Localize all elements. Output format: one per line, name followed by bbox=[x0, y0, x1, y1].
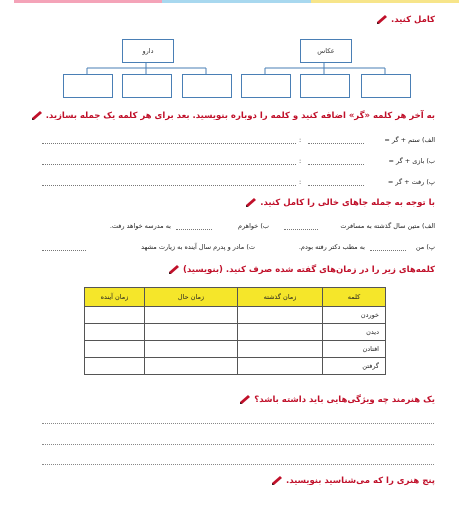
q3-item-p: پ) من bbox=[415, 243, 435, 251]
table-row bbox=[85, 358, 386, 375]
header-present: زمان حال bbox=[145, 288, 238, 307]
q2-sentence-blank[interactable] bbox=[42, 185, 296, 186]
q2-sentence-blank[interactable] bbox=[42, 164, 296, 165]
answer-cell[interactable] bbox=[145, 324, 238, 341]
q2-heading bbox=[31, 111, 435, 121]
answer-line[interactable] bbox=[42, 423, 434, 424]
pencil-icon bbox=[31, 111, 43, 121]
q6-title: پنج هنری را که می‌شناسید بنویسید. bbox=[286, 476, 435, 486]
q2-word-blank[interactable] bbox=[308, 143, 364, 144]
q2-colon: : bbox=[299, 157, 302, 165]
diagram-root-right bbox=[300, 39, 352, 63]
q2-title: به آخر هر کلمه «گر» اضافه کنید و کلمه را دوباره بنویسید. بعد برای هر کلمه یک جمله بسازید. bbox=[45, 111, 435, 121]
q1-title: کامل کنید. bbox=[391, 15, 435, 25]
q3-blank[interactable] bbox=[370, 250, 406, 251]
answer-cell[interactable] bbox=[238, 307, 323, 324]
q3-item-p-tail: به مطب دکتر رفته بودم. bbox=[298, 243, 365, 251]
q3-item-t: ت) مادر و پدرم سال آینده به زیارت مشهد bbox=[141, 243, 255, 251]
q3-blank[interactable] bbox=[176, 229, 212, 230]
q2-word-blank[interactable] bbox=[308, 164, 364, 165]
word-cell: افتادن bbox=[323, 341, 386, 358]
pencil-icon bbox=[239, 395, 251, 405]
q3-heading bbox=[245, 198, 435, 208]
q3-item-b-tail: به مدرسه خواهد رفت. bbox=[109, 222, 171, 230]
answer-cell[interactable] bbox=[238, 341, 323, 358]
tense-table bbox=[84, 287, 386, 375]
q5-heading bbox=[239, 395, 435, 405]
q3-item-a: الف) متین سال گذشته به مسافرت bbox=[340, 222, 435, 230]
pencil-icon bbox=[245, 198, 257, 208]
answer-cell[interactable] bbox=[238, 358, 323, 375]
answer-cell[interactable] bbox=[85, 324, 145, 341]
word-cell: گرفتن bbox=[323, 358, 386, 375]
diagram-blank-box[interactable] bbox=[241, 74, 291, 98]
answer-cell[interactable] bbox=[145, 358, 238, 375]
header-word: کلمه bbox=[323, 288, 386, 307]
answer-line[interactable] bbox=[42, 444, 434, 445]
q2-colon: : bbox=[299, 136, 302, 144]
answer-cell[interactable] bbox=[85, 358, 145, 375]
q2-sentence-blank[interactable] bbox=[42, 143, 296, 144]
pencil-icon bbox=[168, 265, 180, 275]
diagram-blank-box[interactable] bbox=[182, 74, 232, 98]
header-past: زمان گذشته bbox=[238, 288, 323, 307]
answer-cell[interactable] bbox=[238, 324, 323, 341]
answer-cell[interactable] bbox=[85, 341, 145, 358]
q6-heading bbox=[271, 476, 435, 486]
word-cell: خوردن bbox=[323, 307, 386, 324]
q3-blank[interactable] bbox=[284, 229, 318, 230]
diagram-blank-box[interactable] bbox=[63, 74, 113, 98]
q2-word-blank[interactable] bbox=[308, 185, 364, 186]
diagram-root-right-label: عکاس bbox=[317, 47, 335, 55]
answer-cell[interactable] bbox=[145, 307, 238, 324]
table-row bbox=[85, 307, 386, 324]
q3-item-b: ب) خواهرم bbox=[238, 222, 269, 230]
diagram-blank-box[interactable] bbox=[361, 74, 411, 98]
q4-heading bbox=[168, 265, 435, 275]
pencil-icon bbox=[271, 476, 283, 486]
answer-cell[interactable] bbox=[85, 307, 145, 324]
word-cell: دیدن bbox=[323, 324, 386, 341]
table-header-row bbox=[85, 288, 386, 307]
table-row bbox=[85, 324, 386, 341]
diagram-blank-box[interactable] bbox=[300, 74, 350, 98]
header-future: زمان آینده bbox=[85, 288, 145, 307]
q4-title: کلمه‌های زیر را در زمان‌های گفته شده صرف کنید. (بنویسید) bbox=[182, 265, 435, 275]
q2-row-label: پ) رفت + گر = bbox=[387, 178, 435, 186]
q3-title: با توجه به جمله جاهای خالی را کامل کنید. bbox=[260, 198, 435, 208]
q5-title: یک هنرمند چه ویژگی‌هایی باید داشته باشد؟ bbox=[254, 395, 435, 405]
diagram-blank-box[interactable] bbox=[122, 74, 172, 98]
diagram-root-left-label: دارو bbox=[142, 47, 154, 55]
answer-line[interactable] bbox=[42, 464, 434, 465]
answer-cell[interactable] bbox=[145, 341, 238, 358]
q3-blank[interactable] bbox=[42, 250, 86, 251]
diagram-root-left bbox=[122, 39, 174, 63]
q2-row-label: ب) بازی + گر = bbox=[388, 157, 435, 165]
table-row bbox=[85, 341, 386, 358]
q2-row-label: الف) ستم + گر = bbox=[384, 136, 435, 144]
q2-colon: : bbox=[299, 178, 302, 186]
